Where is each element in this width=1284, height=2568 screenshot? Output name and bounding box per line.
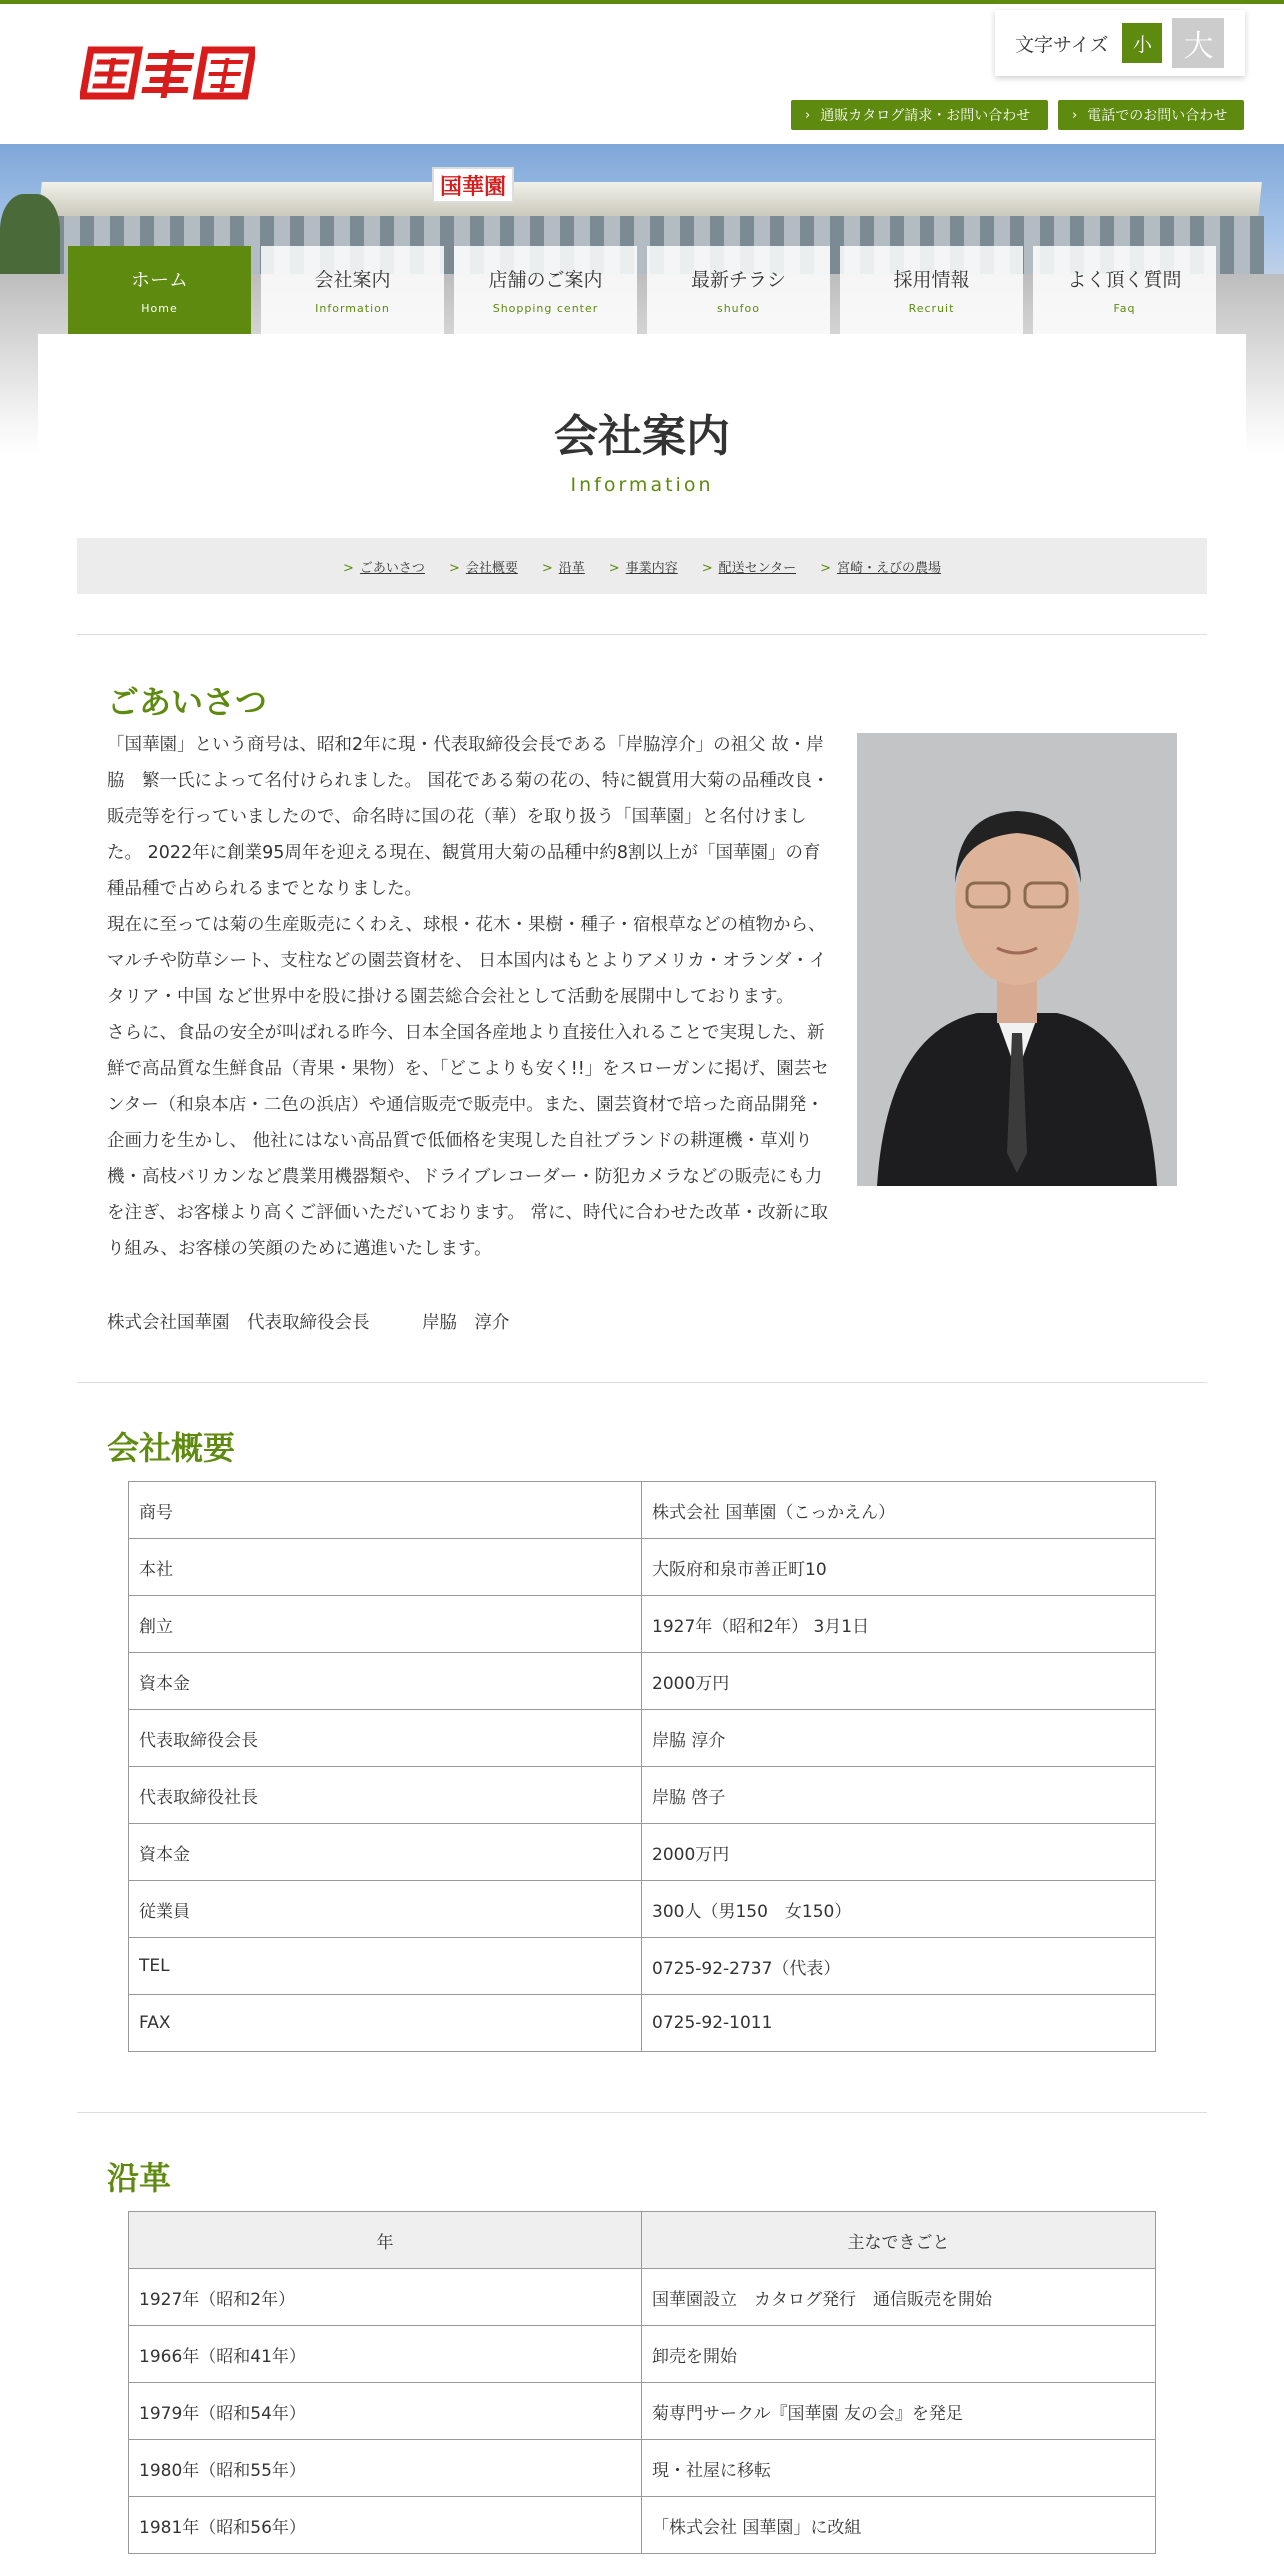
nav-sublabel: Information [315, 302, 390, 315]
page-subtitle: Information [570, 474, 714, 496]
table-cell-year: 1981年（昭和56年） [129, 2497, 642, 2554]
banner-trees [0, 194, 60, 284]
divider [77, 2112, 1207, 2113]
table-row [129, 1596, 1156, 1653]
table-cell-event: 「株式会社 国華園」に改組 [642, 2497, 1156, 2554]
table-cell-value: 岸脇 淳介 [642, 1710, 1156, 1767]
nav-information[interactable] [261, 246, 444, 334]
nav-label: よく頂く質問 [1067, 269, 1182, 291]
table-cell-event: 卸売を開始 [642, 2326, 1156, 2383]
table-row [129, 1881, 1156, 1938]
table-row [129, 2326, 1156, 2383]
chevron-right-icon: > [820, 560, 831, 576]
table-row [129, 2383, 1156, 2440]
table-cell-value: 2000万円 [642, 1653, 1156, 1710]
chevron-right-icon: > [701, 560, 713, 576]
font-small-button[interactable]: 小 [1122, 23, 1162, 63]
nav-sublabel: shufoo [716, 302, 760, 315]
subnav-link-greeting[interactable]: ごあいさつ [359, 560, 425, 576]
table-cell-event: 現・社屋に移転 [642, 2440, 1156, 2497]
phone-inquiry-label: 電話でのお問い合わせ [1087, 108, 1228, 124]
table-row [129, 2269, 1156, 2326]
company-overview-table [128, 1481, 1156, 2052]
table-cell-value: 大阪府和泉市善正町10 [642, 1539, 1156, 1596]
subnav-item[interactable] [609, 557, 678, 576]
table-cell-label: 本社 [129, 1539, 642, 1596]
table-cell-value: 岸脇 啓子 [642, 1767, 1156, 1824]
nav-sublabel: Recruit [908, 302, 955, 315]
nav-label: 採用情報 [893, 269, 970, 291]
font-size-label: 文字サイズ [1015, 33, 1109, 56]
table-cell-year: 1966年（昭和41年） [129, 2326, 642, 2383]
history-title: 沿革 [107, 2159, 172, 2197]
table-cell-label: 従業員 [129, 1881, 642, 1938]
table-cell-label: 資本金 [129, 1824, 642, 1881]
table-cell-value: 0725-92-2737（代表） [642, 1938, 1156, 1995]
subnav-link-business[interactable]: 事業内容 [625, 560, 678, 576]
table-cell-year: 1979年（昭和54年） [129, 2383, 642, 2440]
table-cell-label: 代表取締役社長 [129, 1767, 642, 1824]
chevron-right-icon: > [343, 560, 354, 576]
subnav-item[interactable] [343, 557, 425, 576]
subnav-item[interactable] [820, 557, 941, 576]
banner-store-sign: 国華園 [432, 167, 514, 203]
table-cell-event: 菊専門サークル『国華園 友の会』を発足 [642, 2383, 1156, 2440]
nav-sublabel: Shopping center [492, 302, 599, 315]
chevron-right-icon: > [541, 560, 553, 576]
site-header [0, 4, 1284, 144]
greeting-paragraph: 現在に至っては菊の生産販売にくわえ、球根・花木・果樹・種子・宿根草などの植物から、マルチや防草シート、支柱などの園芸資材を、 日本国内はもとよりアメリカ・オランダ・イタリア・中国 など世界中を股に掛ける園芸総合会社として活動を展開中しております。 [107, 915, 827, 1007]
chevron-right-icon: > [448, 560, 460, 576]
table-cell-value: 0725-92-1011 [642, 1995, 1156, 2052]
nav-sublabel: Faq [1113, 302, 1136, 315]
table-cell-year: 1927年（昭和2年） [129, 2269, 642, 2326]
table-cell-event: 国華園設立 カタログ発行 通信販売を開始 [642, 2269, 1156, 2326]
greeting-title: ごあいさつ [107, 683, 268, 721]
table-cell-label: FAX [129, 1995, 642, 2052]
table-header-year: 年 [129, 2212, 642, 2269]
divider [77, 634, 1207, 635]
greeting-paragraph: さらに、食品の安全が叫ばれる昨今、日本全国各産地より直接仕入れることで実現した、新鮮で高品質な生鮮食品（青果・果物）を、「どこよりも安く!!」をスローガンに掲げ、園芸センター（和泉本店・二色の浜店）や通信販売で販売中。また、園芸資材で培った商品開発・企画力を生かし、 他社にはない高品質で低価格を実現した自社ブランドの耕運機・草刈り機・高枝バリカンなど農業用機器類や、ドライブレコーダー・防犯カメラなどの販売にも力を注ぎ、お客様より高くご評価いただいております。 常に、時代に合わせた改革・改新に取り組み、お客様の笑顔のために邁進いたします。 [107, 1023, 829, 1259]
subnav-link-delivery[interactable]: 配送センター [718, 560, 797, 576]
table-cell-value: 株式会社 国華園（こっかえん） [642, 1482, 1156, 1539]
nav-sublabel: Home [141, 302, 178, 315]
table-row [129, 1995, 1156, 2052]
overview-title: 会社概要 [107, 1429, 236, 1467]
greeting-paragraph: 「国華園」という商号は、昭和2年に現・代表取締役会長である「岸脇淳介」の祖父 故・岸脇 繁一氏によって名付けられました。 国花である菊の花の、特に観賞用大菊の品種改良・販売等を行っていましたので、命名時に国の花（華）を取り扱う「国華園」と名付けました。 2022年に創業95周年を迎える現在、観賞用大菊の品種中約8割以上が「国華園」の育種品種で占められるまでとなりました。 [107, 735, 830, 899]
nav-label: ホーム [130, 269, 188, 291]
portrait-photo [857, 733, 1177, 1186]
font-size-switcher [995, 10, 1245, 76]
greeting-section [107, 727, 1177, 1267]
table-row [129, 1767, 1156, 1824]
subnav-item[interactable] [702, 557, 796, 576]
table-cell-value: 300人（男150 女150） [642, 1881, 1156, 1938]
table-cell-label: 資本金 [129, 1653, 642, 1710]
table-row [129, 1539, 1156, 1596]
main-content [38, 334, 1246, 2554]
catalog-request-label: 通販カタログ請求・お問い合わせ [820, 108, 1031, 124]
table-row [129, 1938, 1156, 1995]
page-title: 会社案内 [554, 411, 730, 462]
global-nav [68, 246, 1216, 336]
chevron-right-icon: › [805, 107, 811, 123]
subnav-link-farm[interactable]: 宮崎・えびの農場 [836, 560, 941, 576]
subnav-item[interactable] [449, 557, 518, 576]
kokkaen-logo [80, 44, 255, 102]
table-cell-value: 2000万円 [642, 1824, 1156, 1881]
nav-shufoo[interactable] [647, 246, 830, 334]
subnav-link-history[interactable]: 沿革 [558, 560, 585, 576]
table-cell-label: 代表取締役会長 [129, 1710, 642, 1767]
nav-faq[interactable] [1033, 246, 1216, 334]
table-row [129, 2440, 1156, 2497]
subnav-link-overview[interactable]: 会社概要 [465, 560, 518, 576]
nav-label: 最新チラシ [690, 269, 786, 291]
nav-label: 会社案内 [314, 269, 391, 291]
greeting-signature: 株式会社国華園 代表取締役会長 岸脇 淳介 [107, 1313, 510, 1333]
history-table [128, 2211, 1156, 2554]
table-row [129, 1482, 1156, 1539]
table-header-event: 主なできごと [642, 2212, 1156, 2269]
table-cell-value: 1927年（昭和2年） 3月1日 [642, 1596, 1156, 1653]
table-row [129, 1653, 1156, 1710]
table-row [129, 1710, 1156, 1767]
nav-shopping-center[interactable] [454, 246, 637, 334]
table-cell-label: TEL [129, 1938, 642, 1995]
font-large-button[interactable]: 大 [1172, 18, 1224, 68]
chairman-portrait [857, 733, 1177, 1186]
subnav-item[interactable] [542, 557, 585, 576]
table-header-row [129, 2212, 1156, 2269]
site-logo[interactable] [80, 44, 255, 102]
section-subnav [77, 538, 1207, 594]
table-cell-year: 1980年（昭和55年） [129, 2440, 642, 2497]
divider [77, 1382, 1207, 1383]
table-cell-label: 商号 [129, 1482, 642, 1539]
nav-home[interactable] [68, 246, 251, 334]
nav-label: 店舗のご案内 [488, 269, 603, 291]
table-row [129, 1824, 1156, 1881]
chevron-right-icon: › [1072, 107, 1078, 123]
phone-inquiry-button[interactable] [1058, 100, 1244, 130]
catalog-request-button[interactable] [791, 100, 1048, 130]
table-cell-label: 創立 [129, 1596, 642, 1653]
banner-roof [38, 182, 1262, 218]
table-row [129, 2497, 1156, 2554]
chevron-right-icon: > [608, 560, 620, 576]
nav-recruit[interactable] [840, 246, 1023, 334]
